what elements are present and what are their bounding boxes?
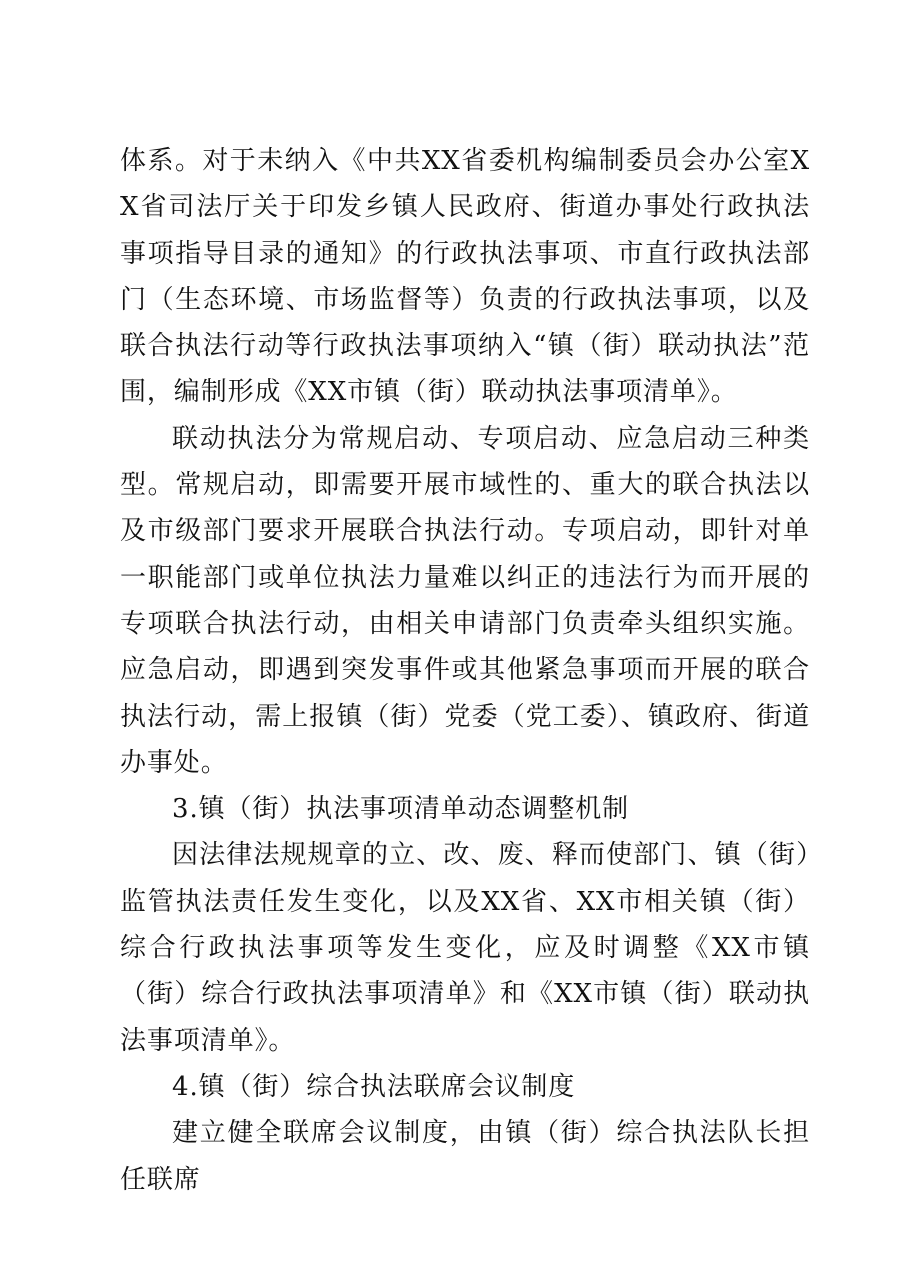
paragraph-dynamic-adjustment: 因法律法规规章的立、改、废、释而使部门、镇（街）监管执法责任发生变化，以及XX省、XX市相关镇（街）综合行政执法事项等发生变化，应及时调整《XX市镇（街）综合行政执法事项清单》和《XX市镇（街）联动执法事项清单》。: [120, 840, 810, 1056]
section-heading-4: 4.镇（街）综合执法联席会议制度: [172, 1071, 576, 1102]
paragraph-joint-meeting: 建立健全联席会议制度，由镇（街）综合执法队长担任联席: [120, 1118, 810, 1195]
paragraph-continuation: 体系。对于未纳入《中共XX省委机构编制委员会办公室XX省司法厅关于印发乡镇人民政府、街道办事处行政执法事项指导目录的通知》的行政执法事项、市直行政执法部门（生态环境、市场监督等）负责的行政执法事项，以及联合执法行动等行政执法事项纳入“镇（街）联动执法”范围，编制形成《XX市镇（街）联动执法事项清单》。: [120, 146, 810, 408]
paragraph-linkage-types: 联动执法分为常规启动、专项启动、应急启动三种类型。常规启动，即需要开展市域性的、重大的联合执法以及市级部门要求开展联合执法行动。专项启动，即针对单一职能部门或单位执法力量难以纠正的违法行为而开展的专项联合执法行动，由相关申请部门负责牵头组织实施。应急启动，即遇到突发事件或其他紧急事项而开展的联合执法行动，需上报镇（街）党委（党工委）、镇政府、街道办事处。: [120, 423, 810, 778]
section-heading-3: 3.镇（街）执法事项清单动态调整机制: [172, 794, 630, 825]
document-body: [120, 138, 810, 1203]
